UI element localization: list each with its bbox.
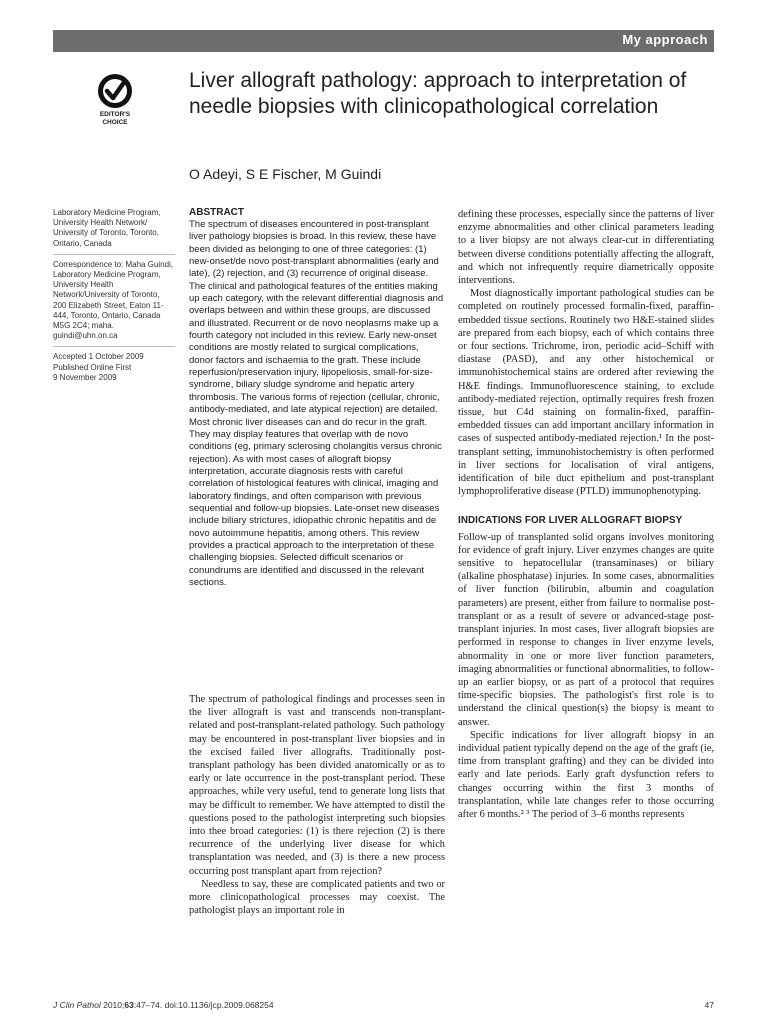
body-paragraph: Follow-up of transplanted solid organs involves monitoring for evidence of graft injury. Liver enzymes changes are quite sensitive to hepatocellular (transaminases) or biliary (alkaline phosphatase) injuries. In some cases, abnormalities of liver function (bilirubin, albumin and coagulation parameters) are present, either from failure to normalise post-transplant or as a result of severe or advanced-stage post-transplant injuries. In most cases, liver allograft biopsies are performed in response to changes in liver enzyme levels, abnormality in one or more liver function parameters, imaging abnormalities or functional abnormalities, to follow-up an earlier biopsy, or as part of a protocol that requires time-specific biopsies. The pathologist's first role is to understand the clinical question(s) the biopsy is meant to answer.	[458, 531, 714, 728]
section-label: My approach	[622, 32, 708, 47]
body-paragraph: Needless to say, these are complicated patients and two or more clinicopathological processes may coexist. The pathologist plays an important role in	[189, 878, 445, 917]
body-paragraph: Most diagnostically important pathological studies can be completed on routinely processed formalin-fixed, paraffin-embedded tissue sections. Routinely two H&E-stained slides are prepared from each biopsy, each of which contains three or four sections. Trichrome, iron, periodic acid–Schiff with diastase (PASD), and any other histochemical or immunohistochemical stains are ordered after reviewing the H&E findings. Immunofluorescence staining, to exclude antibody-mediated rejection, optimally requires fresh frozen tissue, but C4d staining on formalin-fixed, paraffin-embedded tissues can add important ancillary information in cases of suspected antibody-mediated rejection.¹ In the post-transplant setting, immunohistochemistry is often performed in liver sections for localisation of viral antigens, identification of bile duct epithelium and post-transplant lymphoproliferative disease (PTLD) immunophenotyping.	[458, 288, 714, 498]
section-heading: INDICATIONS FOR LIVER ALLOGRAFT BIOPSY	[458, 515, 683, 527]
section-banner	[53, 30, 714, 52]
checkmark-circle-icon	[97, 73, 133, 109]
article-sidebar	[53, 208, 175, 383]
correspondence-info: Correspondence to: Maha Guindi, Laboratory Medicine Program, University Health Network/University of Toronto, 200 Elizabeth Street, Eaton 11-444, Toronto, Ontario, Canada M5G 2C4; maha. guindi@uhn.on.ca	[53, 259, 174, 341]
editors-choice-badge	[90, 73, 140, 127]
journal-name: J Clin Pathol	[53, 1000, 101, 1010]
body-column-left	[189, 693, 445, 917]
journal-pages-doi: :47–74. doi:10.1136/jcp.2009.068254	[133, 1000, 274, 1010]
journal-year: 2010;	[103, 1000, 125, 1010]
abstract-text: The spectrum of diseases encountered in post-transplant liver pathology biopsies is broad. In this review, these have been divided as belonging to one of three categories: (1) new-onset/de novo post-transplant abnormalities (early and late), (2) rejection, and (3) recurrence of original disease. The clinical and pathological features of the entities making up each category, with the relevant differential diagnosis and overlaps between and within these groups, are discussed and illustrated. Recurrent or de novo neoplasms make up a fourth category not included in this review. Early new-onset conditions are mostly related to surgical complications, donor factors and ischaemia to the graft. These include reperfusion/preservation injury, lipopeliosis, small-for-size-syndrome, biliary sludge syndrome and hepatic artery thrombosis. The various forms of rejection (cellular, chronic, antibody-mediated, and late atypical rejection) are detailed. Most chronic liver diseases can and do recur in the graft. They may display features that overlap with de novo conditions (eg, primary sclerosing cholangitis versus chronic rejection). As with most cases of allograft biopsy interpretation, accurate diagnosis rests with careful correlation of histological features with clinical, imaging and laboratory findings, and often comparison with previous sequential and follow-up biopsies. Late-onset new diseases include biliary strictures, idiopathic chronic hepatitis and de novo autoimmune hepatitis, among others. This review provides a practical approach to the interpretation of these challenging biopsies. Selected difficult scenarios or conundrums are identified and discussed in the relevant sections.	[189, 219, 444, 588]
page-number: 47	[704, 1000, 714, 1010]
sidebar-divider	[53, 254, 175, 255]
body-paragraph: Specific indications for liver allograft biopsy in an individual patient typically depend on the age of the graft (ie, time from transplant grafting) and they can be divided into early and late periods. Early graft dysfunction refers to changes occurring within the first 3 months of transplantation, while late changes refer to those occurring after 6 months.² ³ The period of 3–6 months represents	[458, 729, 714, 820]
accepted-date: Accepted 1 October 2009	[53, 352, 144, 362]
body-column-right	[458, 208, 714, 821]
published-label: Published Online First	[53, 362, 132, 372]
article-authors: O Adeyi, S E Fischer, M Guindi	[189, 166, 382, 182]
body-paragraph: The spectrum of pathological findings and processes seen in the liver allograft is vast and transcends non-transplant-related and post-transplant-related pathology. Such pathology may be encountered in post-transplant liver biopsies and in the excised failed liver allografts. Traditionally post-transplant pathology has been divided anatomically or as to early or late occurrence in the post-transplant period. These approaches, while very useful, tend to generate long lists that may be difficult to remember. We have attempted to distil the questions posed to the pathologist interpreting such biopsies into thee broad categories: (1) is there rejection (2) is there recurrence of the underlying liver disease for which transplantation was needed, and (3) is there a new process occurring post transplant apart from rejection?	[189, 694, 445, 877]
journal-volume: 63	[124, 1000, 134, 1010]
author-affiliation: Laboratory Medicine Program, University Health Network/ University of Toronto, Toronto, Ontario, Canada	[53, 208, 161, 248]
article-title: Liver allograft pathology: approach to interpretation of needle biopsies with clinicopathological correlation	[189, 69, 687, 118]
badge-line-2: CHOICE	[102, 119, 128, 126]
sidebar-divider	[53, 346, 175, 347]
abstract-heading: ABSTRACT	[189, 207, 244, 218]
citation-footer	[53, 1000, 274, 1010]
abstract-section	[189, 207, 445, 589]
badge-line-1: EDITOR'S	[99, 111, 131, 118]
body-paragraph: defining these processes, especially since the patterns of liver enzyme abnormalities and other clinical parameters leading to a liver biopsy are not always clear-cut in differentiating between diverse conditions potentially affecting the allograft, and which not infrequently require diametrically opposite interventions.	[458, 209, 714, 287]
published-date: 9 November 2009	[53, 372, 117, 382]
